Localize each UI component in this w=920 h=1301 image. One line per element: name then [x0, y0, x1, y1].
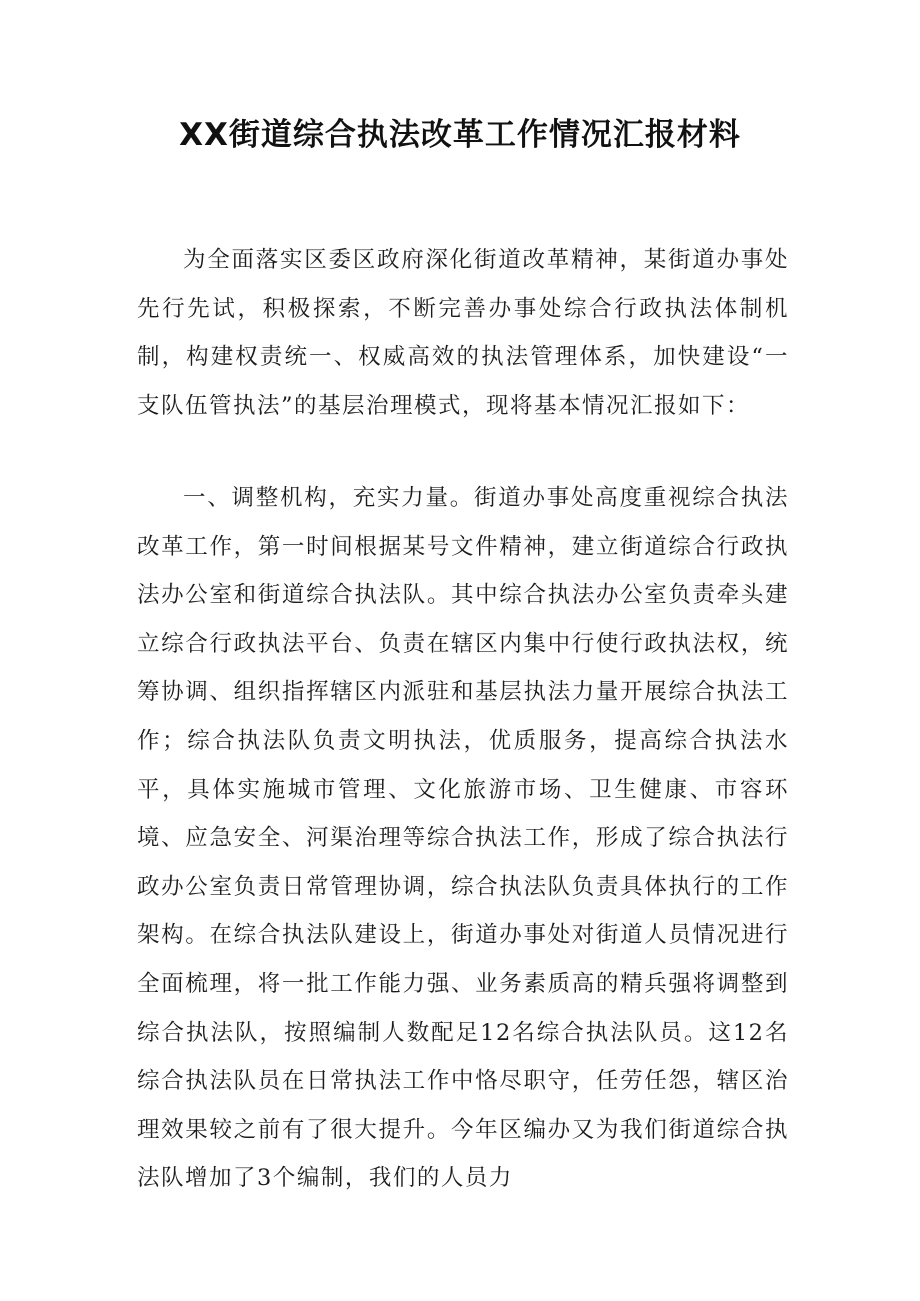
title-text: 街道综合执法改革工作情况汇报材料 — [228, 117, 741, 153]
section-one-paragraph: 一、调整机构，充实力量。街道办事处高度重视综合执法改革工作，第一时间根据某号文件精神，建立街道综合行政执法办公室和街道综合执法队。其中综合执法办公室负责牵头建立综合行政执法平台、负责在辖区内集中行使行政执法权，统筹协调、组织指挥辖区内派驻和基层执法力量开展综合执法工作；综合执法队负责文明执法，优质服务，提高综合执法水平，具体实施城市管理、文化旅游市场、卫生健康、市容环境、应急安全、河渠治理等综合执法工作，形成了综合执法行政办公室负责日常管理协调，综合执法队负责具体执行的工作架构。在综合执法队建设上，街道办事处对街道人员情况进行全面梳理，将一批工作能力强、业务素质高的精兵强将调整到综合执法队，按照编制人数配足12名综合执法队员。这12名综合执法队员在日常执法工作中恪尽职守，任劳任怨，辖区治理效果较之前有了很大提升。今年区编办又为我们街道综合执法队增加了3个编制，我们的人员力 — [137, 485, 789, 1192]
intro-paragraph: 为全面落实区委区政府深化街道改革精神，某街道办事处先行先试，积极探索，不断完善办事处综合行政执法体制机制，构建权责统一、权威高效的执法管理体系，加快建设“一支队伍管执法”的基层治理模式，现将基本情况汇报如下： — [137, 247, 789, 419]
document-title — [0, 112, 920, 158]
title-prefix: XX — [179, 117, 229, 153]
